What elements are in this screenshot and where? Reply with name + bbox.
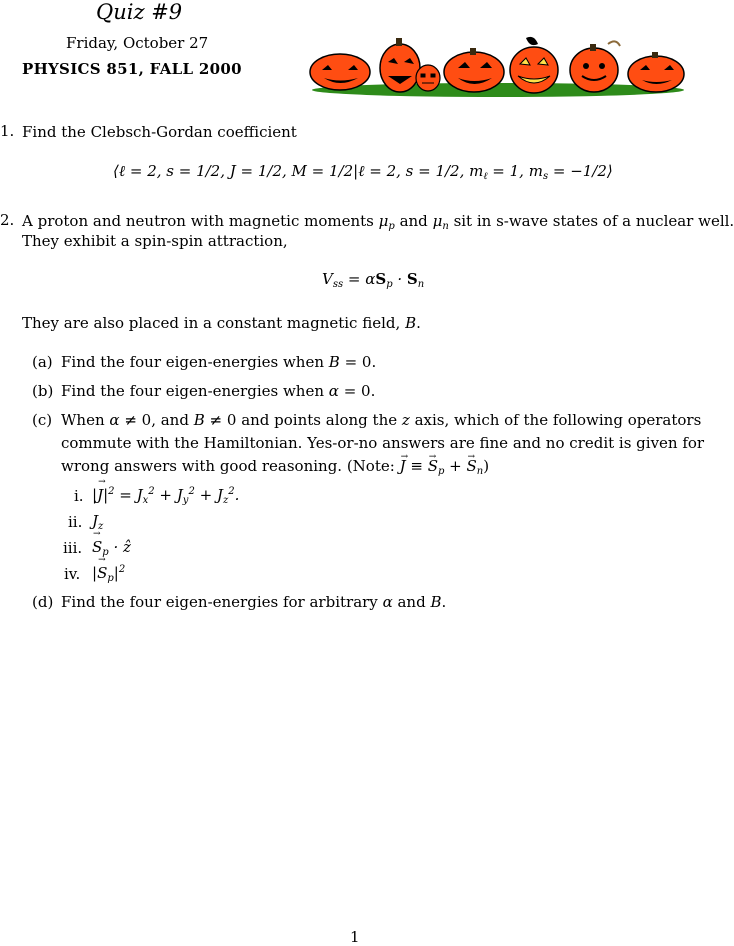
- sub-item-i-label: i.: [74, 487, 84, 505]
- part-a-text: Find the four eigen-energies when B = 0.: [61, 353, 377, 371]
- part-c-line-2: commute with the Hamiltonian. Yes-or-no answers are fine and no credit is given for: [61, 434, 705, 452]
- pumpkin-icon: [628, 52, 684, 92]
- quiz-title: Quiz #9: [96, 0, 183, 24]
- course-title: PHYSICS 851, FALL 2000: [22, 60, 242, 78]
- clebsch-gordan-equation: ⟨ℓ = 2, s = 1/2, J = 1/2, M = 1/2|ℓ = 2, s = 1/2, $m_\ell = 1$, $m_s$ = −1/2⟩: [113, 162, 613, 182]
- page-number: 1: [350, 928, 360, 946]
- pumpkin-icon: [380, 38, 420, 92]
- pumpkin-icon: [510, 37, 558, 93]
- part-c-line-1: When α ≠ 0, and B ≠ 0 and points along the z axis, which of the following operators: [61, 411, 702, 429]
- pumpkin-icon: [570, 41, 620, 92]
- question-2-line-3: They are also placed in a constant magnetic field, B.: [22, 314, 421, 332]
- question-2-number: 2.: [0, 211, 15, 229]
- sub-item-iii-label: iii.: [63, 539, 83, 557]
- question-2-line-1: A proton and neutron with magnetic moments $\mu_p$ and $\mu_n$ sit in s-wave states of a nuclear well.: [22, 212, 734, 232]
- sub-item-i-expression: |→ $J|^2 = J_x^2 + J_y^2 + J_z^2$.: [92, 486, 239, 506]
- part-a-label: (a): [32, 353, 53, 371]
- pumpkins-illustration: [308, 32, 688, 98]
- question-1-text: Find the Clebsch-Gordan coefficient: [22, 123, 297, 141]
- part-b-text: Find the four eigen-energies when α = 0.: [61, 382, 376, 400]
- part-d-text: Find the four eigen-energies for arbitrary α and B.: [61, 593, 447, 611]
- sub-item-iv-label: iv.: [64, 565, 81, 583]
- sub-item-ii-expression: $J_z$: [92, 512, 104, 532]
- part-c-label: (c): [32, 411, 53, 429]
- quiz-date: Friday, October 27: [66, 34, 209, 52]
- question-1-number: 1.: [0, 122, 15, 140]
- sub-item-iii-expression: → $S_p$ · ẑ: [92, 538, 131, 558]
- question-2-line-2: They exhibit a spin-spin attraction,: [22, 232, 288, 250]
- pumpkin-icon: [416, 65, 440, 91]
- part-d-label: (d): [32, 593, 54, 611]
- spin-spin-equation: $V_{ss} = \alpha S_p \cdot S_n$: [322, 270, 425, 290]
- sub-item-ii-label: ii.: [68, 513, 83, 531]
- pumpkin-icon: [310, 54, 370, 90]
- sub-item-iv-expression: |→ $S_p|^2$: [92, 564, 125, 584]
- pumpkin-icon: [444, 48, 504, 92]
- part-c-line-3: wrong answers with good reasoning. (Note: → J ≡ → $S_p$ + → $S_n$): [61, 456, 489, 482]
- part-b-label: (b): [32, 382, 54, 400]
